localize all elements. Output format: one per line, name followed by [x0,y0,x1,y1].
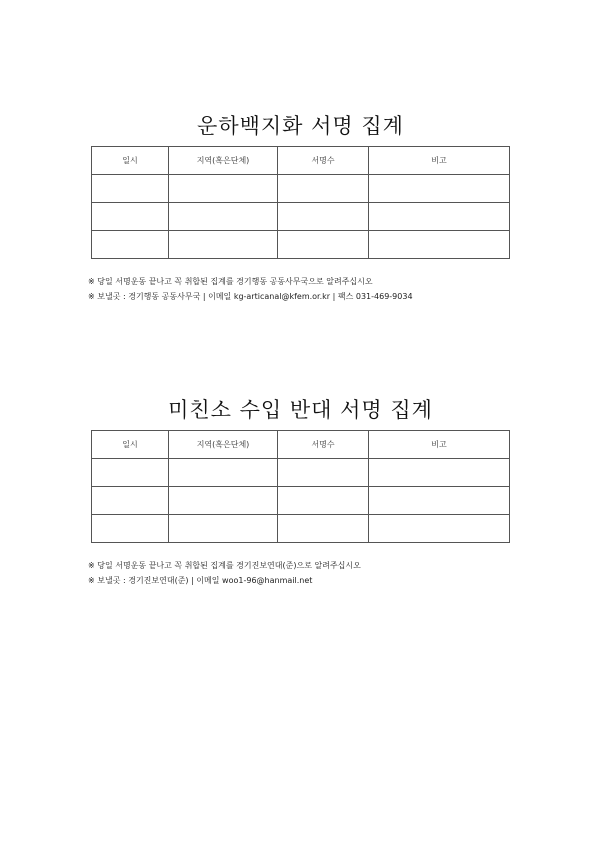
table-row [92,175,510,203]
column-header-date: 일시 [92,431,169,459]
table-cell[interactable] [369,203,510,231]
column-header-remarks: 비고 [369,431,510,459]
table-cell[interactable] [169,175,278,203]
column-header-region: 지역(혹은단체) [169,431,278,459]
section-2-title: 미친소 수입 반대 서명 집계 [168,398,433,422]
column-header-remarks: 비고 [369,147,510,175]
table-cell[interactable] [92,175,169,203]
table-cell[interactable] [278,175,369,203]
table-cell[interactable] [92,231,169,259]
table-cell[interactable] [278,231,369,259]
note-line: ※ 당일 서명운동 끝나고 꼭 취합된 집계를 경기진보연대(준)으로 알려주십시오 [88,561,361,570]
table-cell[interactable] [369,515,510,543]
table-row [92,487,510,515]
table-cell[interactable] [169,459,278,487]
table-cell[interactable] [369,231,510,259]
table-cell[interactable] [169,231,278,259]
table-header-row [92,431,510,459]
table-cell[interactable] [169,487,278,515]
section-1-tally-table [91,146,510,259]
table-cell[interactable] [169,515,278,543]
column-header-signature-count: 서명수 [278,431,369,459]
note-line: ※ 보낼곳 : 경기진보연대(준) | 이메일 woo1-96@hanmail.net [88,576,313,585]
table-cell[interactable] [278,459,369,487]
section-2-tally-table [91,430,510,543]
table-cell[interactable] [278,515,369,543]
table-row [92,231,510,259]
column-header-date: 일시 [92,147,169,175]
table-cell[interactable] [92,459,169,487]
table-row [92,203,510,231]
table-cell[interactable] [92,515,169,543]
table-cell[interactable] [278,487,369,515]
table-cell[interactable] [169,203,278,231]
table-cell[interactable] [92,203,169,231]
table-row [92,459,510,487]
table-header-row [92,147,510,175]
table-cell[interactable] [369,459,510,487]
table-cell[interactable] [92,487,169,515]
table-cell[interactable] [278,203,369,231]
note-line: ※ 보낼곳 : 경기행동 공동사무국 | 이메일 kg-articanal@kfem.or.kr | 팩스 031-469-9034 [88,292,413,301]
table-row [92,515,510,543]
section-1-notes [88,274,413,304]
table-cell[interactable] [369,175,510,203]
note-line: ※ 당일 서명운동 끝나고 꼭 취합된 집계를 경기행동 공동사무국으로 알려주십시오 [88,277,373,286]
table-cell[interactable] [369,487,510,515]
column-header-signature-count: 서명수 [278,147,369,175]
section-2-notes [88,558,361,588]
section-1-title: 운하백지화 서명 집계 [197,114,404,138]
column-header-region: 지역(혹은단체) [169,147,278,175]
